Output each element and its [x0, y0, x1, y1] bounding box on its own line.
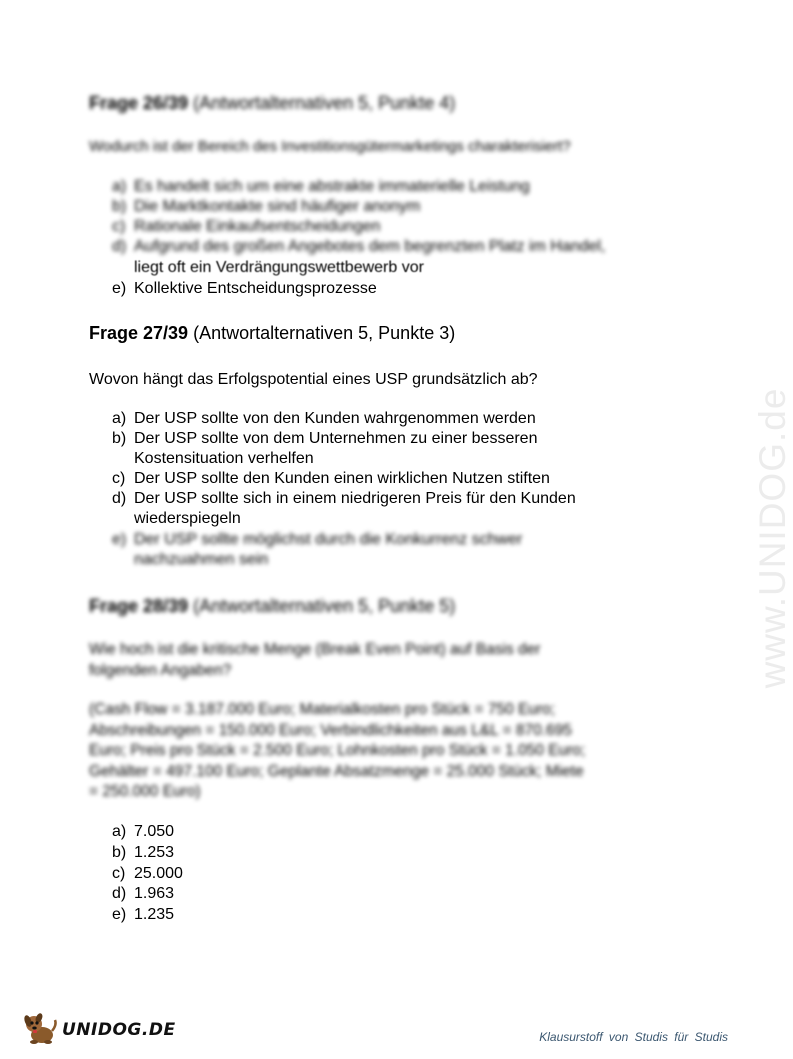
- q27-title: [89, 322, 455, 344]
- option-letter: a): [112, 178, 127, 195]
- q28-option-c: [112, 864, 183, 884]
- q28-option-b: [112, 843, 174, 863]
- q27-option-b: [112, 429, 537, 469]
- q27-title-meta: (Antwortalternativen 5, Punkte 3): [193, 323, 456, 343]
- footer-tagline: Klausurstoff von Studis für Studis: [539, 1030, 728, 1044]
- q27-option-c: [112, 469, 550, 489]
- q26-option-a: [112, 177, 530, 197]
- q28-title-number: Frage 28/39: [89, 596, 189, 616]
- q27-option-a: [112, 409, 536, 429]
- option-letter: e): [112, 531, 127, 548]
- option-text: Rationale Einkaufsentscheidungen: [134, 218, 381, 235]
- option-letter: b): [112, 198, 127, 215]
- watermark-text: www.UNIDOG.de: [752, 387, 793, 689]
- q26-title: [89, 92, 455, 114]
- logo-text: UNIDOG.DE: [62, 1020, 176, 1040]
- option-text: 1.253: [134, 844, 175, 861]
- option-letter: e): [112, 906, 127, 923]
- option-text-line1: Der USP sollte sich in einem niedrigeren Preis für den Kunden: [134, 490, 576, 507]
- q28-data-line2: Abschreibungen = 150.000 Euro; Verbindlichkeiten aus L&L = 870.695: [89, 721, 572, 739]
- option-letter: b): [112, 844, 127, 861]
- q27-question: Wovon hängt das Erfolgspotential eines USP grundsätzlich ab?: [89, 371, 538, 388]
- dog-mascot-icon: [22, 1011, 58, 1050]
- option-text: 25.000: [134, 865, 183, 882]
- option-letter: c): [112, 865, 126, 882]
- option-letter: c): [112, 218, 126, 235]
- option-letter: c): [112, 470, 126, 487]
- option-text-line1: Der USP sollte möglichst durch die Konkurrenz schwer: [134, 531, 523, 548]
- option-text-line2: Kostensituation verhelfen: [134, 450, 314, 467]
- q26-option-d-line2: liegt oft ein Verdrängungswettbewerb vor: [134, 259, 424, 276]
- q26-title-meta: (Antwortalternativen 5, Punkte 4): [193, 93, 456, 113]
- option-text: 1.963: [134, 885, 175, 902]
- option-text: [134, 429, 537, 469]
- option-text: Es handelt sich um eine abstrakte immaterielle Leistung: [134, 178, 530, 195]
- q28-question: [89, 640, 661, 681]
- option-text: Der USP sollte den Kunden einen wirklichen Nutzen stiften: [134, 470, 550, 487]
- q28-question-line1: Wie hoch ist die kritische Menge (Break Even Point) auf Basis der: [89, 641, 541, 658]
- q28-data-line3: Euro; Preis pro Stück = 2.500 Euro; Lohnkosten pro Stück = 1.050 Euro;: [89, 742, 586, 759]
- q28-option-d: [112, 884, 174, 904]
- option-text: Kollektive Entscheidungsprozesse: [134, 280, 377, 297]
- option-text: Der USP sollte von den Kunden wahrgenommen werden: [134, 410, 536, 427]
- option-letter: b): [112, 430, 127, 447]
- q28-title-meta: (Antwortalternativen 5, Punkte 5): [193, 596, 456, 616]
- option-text-line2: wiederspiegeln: [134, 510, 241, 527]
- option-letter: d): [112, 238, 127, 255]
- q26-option-e: [112, 279, 377, 299]
- option-letter: e): [112, 280, 127, 297]
- option-text: 1.235: [134, 906, 175, 923]
- q27-option-e: [112, 530, 522, 570]
- q28-data-line1: (Cash Flow = 3.187.000 Euro; Materialkosten pro Stück = 750 Euro;: [89, 701, 556, 718]
- q28-data-line4: Gehälter = 497.100 Euro; Geplante Absatzmenge = 25.000 Stück; Miete: [89, 762, 584, 780]
- option-text-line1: Der USP sollte von dem Unternehmen zu einer besseren: [134, 430, 538, 447]
- option-letter: d): [112, 490, 127, 507]
- q27-title-number: Frage 27/39: [89, 323, 189, 343]
- q28-data-block: [89, 700, 661, 803]
- q28-question-line2: folgenden Angaben?: [89, 661, 232, 679]
- option-text: 7.050: [134, 823, 175, 840]
- unidog-logo[interactable]: [22, 1012, 176, 1048]
- q27-option-d: [112, 489, 576, 529]
- q26-title-number: Frage 26/39: [89, 93, 189, 113]
- q26-option-b: [112, 197, 420, 217]
- q28-option-e: [112, 905, 174, 925]
- q28-data-line5: = 250.000 Euro): [89, 783, 201, 800]
- option-letter: a): [112, 823, 127, 840]
- option-text: [134, 489, 576, 529]
- option-letter: d): [112, 885, 127, 902]
- q28-option-a: [112, 822, 174, 842]
- q28-title: [89, 595, 455, 617]
- option-text: Die Marktkontakte sind häufiger anonym: [134, 198, 421, 215]
- q26-option-c: [112, 217, 380, 237]
- q26-option-d: [112, 237, 605, 257]
- option-text: [134, 530, 522, 570]
- option-text-line2: nachzuahmen sein: [134, 551, 269, 568]
- q26-question: Wodurch ist der Bereich des Investitionsgütermarketings charakterisiert?: [89, 138, 571, 155]
- option-text: Aufgrund des großen Angebotes dem begrenzten Platz im Handel,: [134, 238, 606, 255]
- option-letter: a): [112, 410, 127, 427]
